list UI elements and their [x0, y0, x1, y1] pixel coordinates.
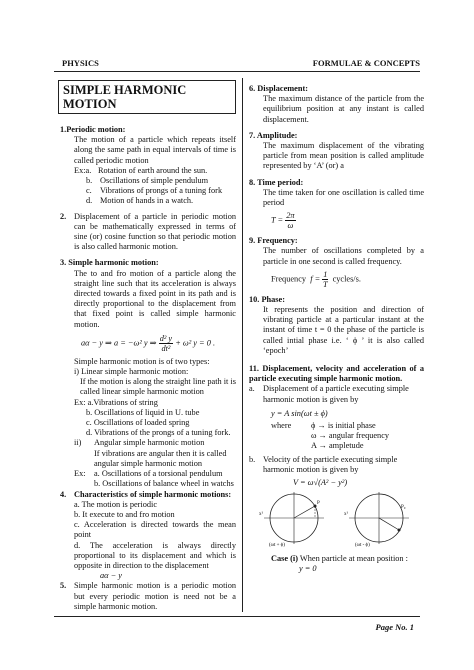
shm-types: Simple harmonic motion is of two types:: [74, 356, 210, 366]
section-10-heading: 10. Phase:: [249, 294, 285, 304]
reference-circle-right: [344, 492, 409, 548]
section-9-body: The number of oscillations completed by a particle in one second is called frequency.: [263, 246, 424, 266]
svg-text:P: P: [317, 501, 320, 507]
example-a: Ex:a. Rotation of earth around the sun.: [74, 165, 208, 175]
section-4-heading: 4. Characteristics of simple harmonic motions:: [60, 489, 232, 499]
section-2: 2. Displacement of a particle in periodic motion can be mathematically expressed in terms of sine (or) cosine function so that periodic motion is also called harmonic motion.: [60, 211, 236, 252]
linear-example-b: b. Oscillations of liquid in U. tube: [86, 407, 200, 417]
case-1-equation: y = 0: [299, 563, 317, 573]
section-8-body: The time taken for one oscillation is called time period: [263, 187, 424, 208]
page-number: Page No. 1: [375, 622, 414, 632]
page-title: SIMPLE HARMONIC MOTION: [58, 80, 236, 114]
subject-label: PHYSICS: [62, 58, 99, 68]
linear-example-d: d. Vibrations of the prongs of a tuning fork.: [86, 428, 231, 438]
linear-shm-heading: i) Linear simple harmonic motion:: [74, 367, 189, 377]
section-1-heading: 1.Periodic motion:: [60, 125, 126, 134]
section-7-body: The maximum displacement of the vibrating particle from mean position is called amplitude represented by ‘A’ (or) a: [263, 141, 424, 171]
section-3-body: The to and fro motion of a particle along the straight line such that its acceleration is always directed towards a fixed point in its path and is directly proportional to the displacement from that fixed point is called simple harmonic motion.: [74, 268, 236, 329]
section-6-body: The maximum distance of the particle from the equilibrium position at any instant is called displacement.: [263, 94, 424, 124]
column-divider: [242, 78, 243, 612]
example-d: d. Motion of hands in a watch.: [86, 196, 194, 206]
header-rule: [54, 71, 420, 72]
section-1-body: The motion of a particle which repeats itself along the same path in equal intervals of time is called periodic motion: [74, 135, 236, 165]
proportionality-equation: aα − y: [100, 571, 122, 581]
section-11b: b. Velocity of the particle executing simple harmonic motion is given by: [249, 454, 398, 474]
linear-shm-body: If the motion is along the straight line path it is called linear simple harmonic motion: [80, 377, 236, 397]
angular-shm-heading: ii) Angular simple harmonic motion: [74, 438, 205, 448]
section-8-heading: 8. Time period:: [249, 177, 304, 187]
example-b: b. Oscillations of simple pendulum: [86, 176, 209, 186]
velocity-equation: V = ω√(A² − y²): [293, 478, 348, 488]
angular-example-b: b. Oscillations of balance wheel in watchs: [94, 479, 234, 489]
angular-shm-body: If vibrations are angular then it is called angular simple harmonic motion: [94, 448, 227, 468]
characteristic-b: b. It execute to and fro motion: [74, 509, 175, 519]
linear-example-c: c. Oscillations of loaded spring: [86, 418, 190, 428]
angular-frequency-definition: ω → angular frequency: [311, 431, 390, 441]
amplitude-definition: A → ampletude: [311, 441, 364, 451]
where-list: where ϕ → is initial phase ω → angular frequency A → ampletude: [271, 421, 390, 451]
footer-rule: [54, 616, 420, 617]
left-column: [60, 80, 236, 612]
section-9-heading: 9. Frequency:: [249, 236, 298, 246]
svg-text:P₀: P₀: [401, 505, 406, 511]
section-6-heading: 6. Displacement:: [249, 84, 308, 93]
phase-definition: ϕ → is initial phase: [311, 421, 376, 431]
right-column: [249, 84, 424, 574]
section-7-heading: 7. Amplitude:: [249, 130, 298, 140]
section-10-body: It represents the position and direction of vibrating particle at a particular instant at the instant of time t = 0 the phase of the particle is called intial phase i.e. ‘ ϕ ’ it is also called ‘epoch’: [263, 305, 424, 355]
reference-circle-figures: [249, 490, 424, 550]
angular-example-a: Ex: a. Oscillations of a torsional pendulum: [74, 469, 223, 479]
page-header: [62, 58, 420, 70]
characteristic-d: d. The acceleration is always directly proportional to its displacement and which is opposite in direction to the displacement: [74, 540, 236, 570]
example-c: c. Vibrations of prongs of a tuning fork: [86, 186, 223, 196]
case-1: Case (i) When particle at mean position :: [271, 553, 408, 563]
linear-example-a: Ex: a.Vibrations of string: [74, 397, 158, 407]
shm-equation: aα − y ⇒ a = −ω² y ⇒ $\frac{\text{d² y}}{\text{dt²}}$ + ω² y = 0 .: [80, 333, 216, 353]
characteristic-a: a. The motion is periodic: [74, 499, 158, 509]
period-equation: T = $\frac{2\pi}{\omega}$: [271, 211, 295, 231]
section-11a: a. Displacement of a particle executing simple harmonic motion is given by: [249, 384, 409, 404]
svg-text:x¹: x¹: [344, 512, 348, 518]
displacement-equation: y = A sin(ωt ± ϕ): [271, 408, 328, 418]
section-11-heading: 11. Displacement, velocity and acceleration of a particle executing simple harmonic motion.: [249, 364, 424, 384]
characteristic-c: c. Acceleration is directed towards the mean point: [74, 520, 236, 540]
phase-label-minus: (ωt - ϕ): [355, 543, 370, 549]
phase-label-plus: (ωt + ϕ): [269, 543, 285, 549]
svg-text:x¹: x¹: [259, 512, 263, 518]
section-label: FORMULAE & CONCEPTS: [312, 58, 420, 68]
section-5: 5. Simple harmonic motion is a periodic motion but every periodic motion is need not be a simple harmonic motion.: [60, 581, 236, 611]
reference-circle-left: [259, 492, 324, 548]
section-3-heading: 3. Simple harmonic motion:: [60, 258, 159, 268]
frequency-equation: Frequency f = $\frac{1}{T}$ cycles/s.: [271, 269, 361, 289]
